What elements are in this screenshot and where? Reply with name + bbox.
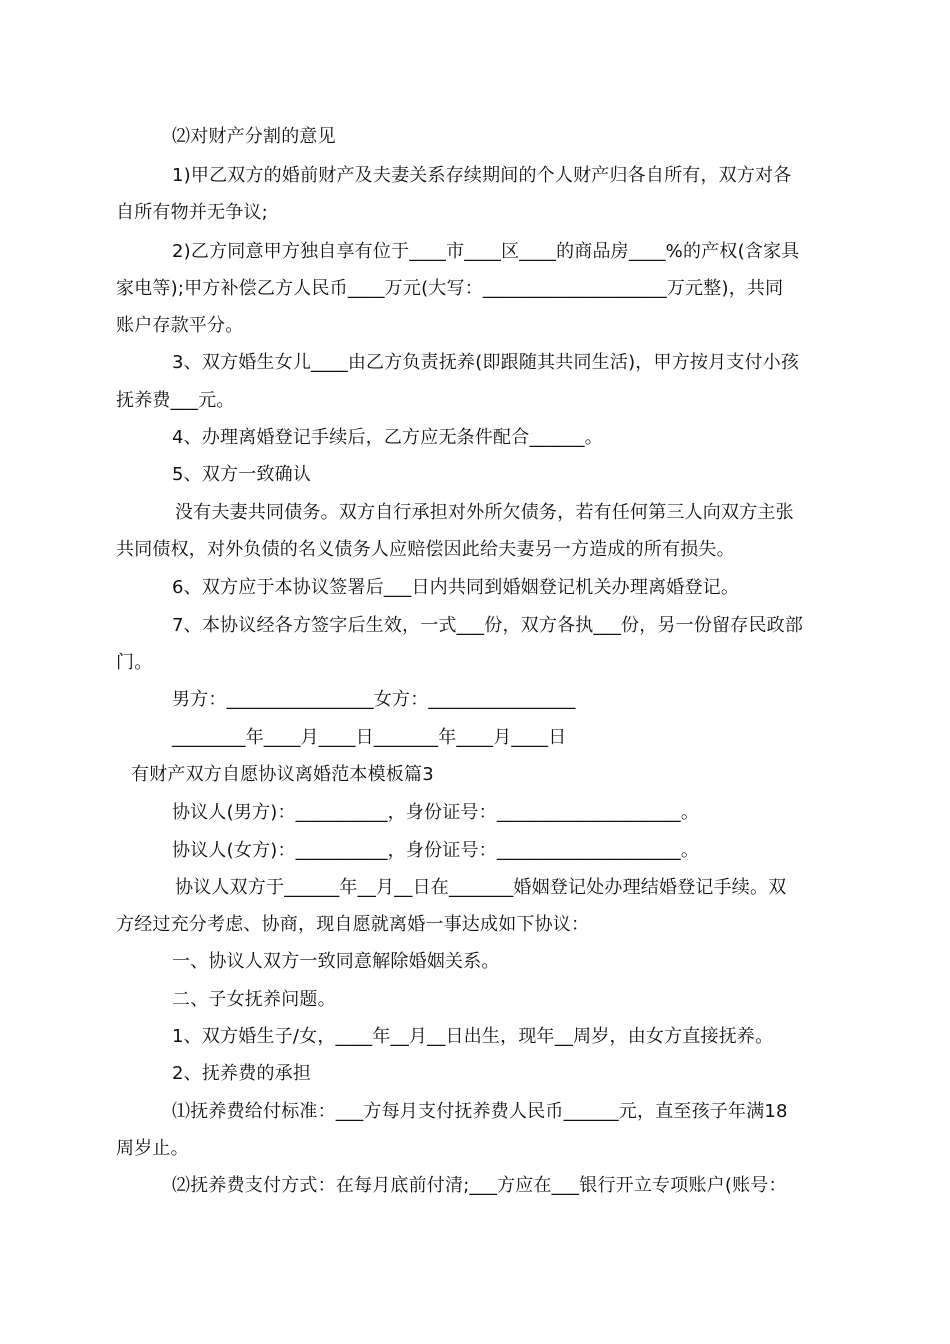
paragraph-line: 7、本协议经各方签字后生效，一式___份，双方各执___份，另一份留存民政部	[172, 615, 804, 636]
party-line: 协议人(女方)：__________，身份证号：____________________。	[172, 840, 700, 861]
paragraph-line: 家电等);甲方补偿乙方人民币____万元(大写：____________________万元整)，共同	[116, 278, 784, 299]
signature-line: 男方：________________女方：________________	[172, 689, 576, 710]
paragraph-line: 没有夫妻共同债务。双方自行承担对外所欠债务，若有任何第三人向双方主张	[175, 502, 794, 523]
paragraph-line: 共同债权，对外负债的名义债务人应赔偿因此给夫妻另一方造成的所有损失。	[116, 539, 735, 560]
paragraph-line: 一、协议人双方一致同意解除婚姻关系。	[172, 951, 500, 972]
paragraph-line: 1、双方婚生子/女，____年__月__日出生，现年__周岁，由女方直接抚养。	[172, 1026, 774, 1047]
paragraph-line: 账户存款平分。	[116, 315, 244, 336]
paragraph-line: 自所有物并无争议;	[116, 202, 268, 223]
party-line: 协议人(男方)：__________，身份证号：____________________。	[172, 802, 700, 823]
section-heading: 有财产双方自愿协议离婚范本模板篇3	[131, 764, 434, 785]
paragraph-line: 1)甲乙双方的婚前财产及夫妻关系存续期间的个人财产归各自所有，双方对各	[172, 165, 792, 186]
paragraph-line: 5、双方一致确认	[172, 464, 312, 485]
paragraph-line: 抚养费___元。	[116, 390, 235, 411]
paragraph-line: 2)乙方同意甲方独自享有位于____市____区____的商品房____%的产权(含家具	[172, 241, 800, 262]
paragraph-line: 3、双方婚生女儿____由乙方负责抚养(即跟随其共同生活)，甲方按月支付小孩	[172, 352, 800, 373]
paragraph-line: 协议人双方于______年__月__日在_______婚姻登记处办理结婚登记手续。双	[175, 877, 787, 898]
paragraph-line: 周岁止。	[116, 1138, 189, 1159]
paragraph-line: 2、抚养费的承担	[172, 1063, 312, 1084]
paragraph-line: 4、办理离婚登记手续后，乙方应无条件配合______。	[172, 427, 603, 448]
paragraph-line: 方经过充分考虑、协商，现自愿就离婚一事达成如下协议：	[116, 914, 590, 935]
paragraph-line: 6、双方应于本协议签署后___日内共同到婚姻登记机关办理离婚登记。	[172, 577, 740, 598]
date-line: ________年____月____日_______年____月____日	[172, 727, 567, 748]
paragraph-line: 二、子女抚养问题。	[172, 989, 336, 1010]
paragraph-line: ⑴抚养费给付标准：___方每月支付抚养费人民币______元，直至孩子年满18	[172, 1101, 788, 1122]
paragraph-line: ⑵抚养费支付方式：在每月底前付清;___方应在___银行开立专项账户(账号：	[172, 1175, 787, 1196]
paragraph-line: ⑵对财产分割的意见	[172, 126, 336, 147]
paragraph-line: 门。	[116, 652, 153, 673]
